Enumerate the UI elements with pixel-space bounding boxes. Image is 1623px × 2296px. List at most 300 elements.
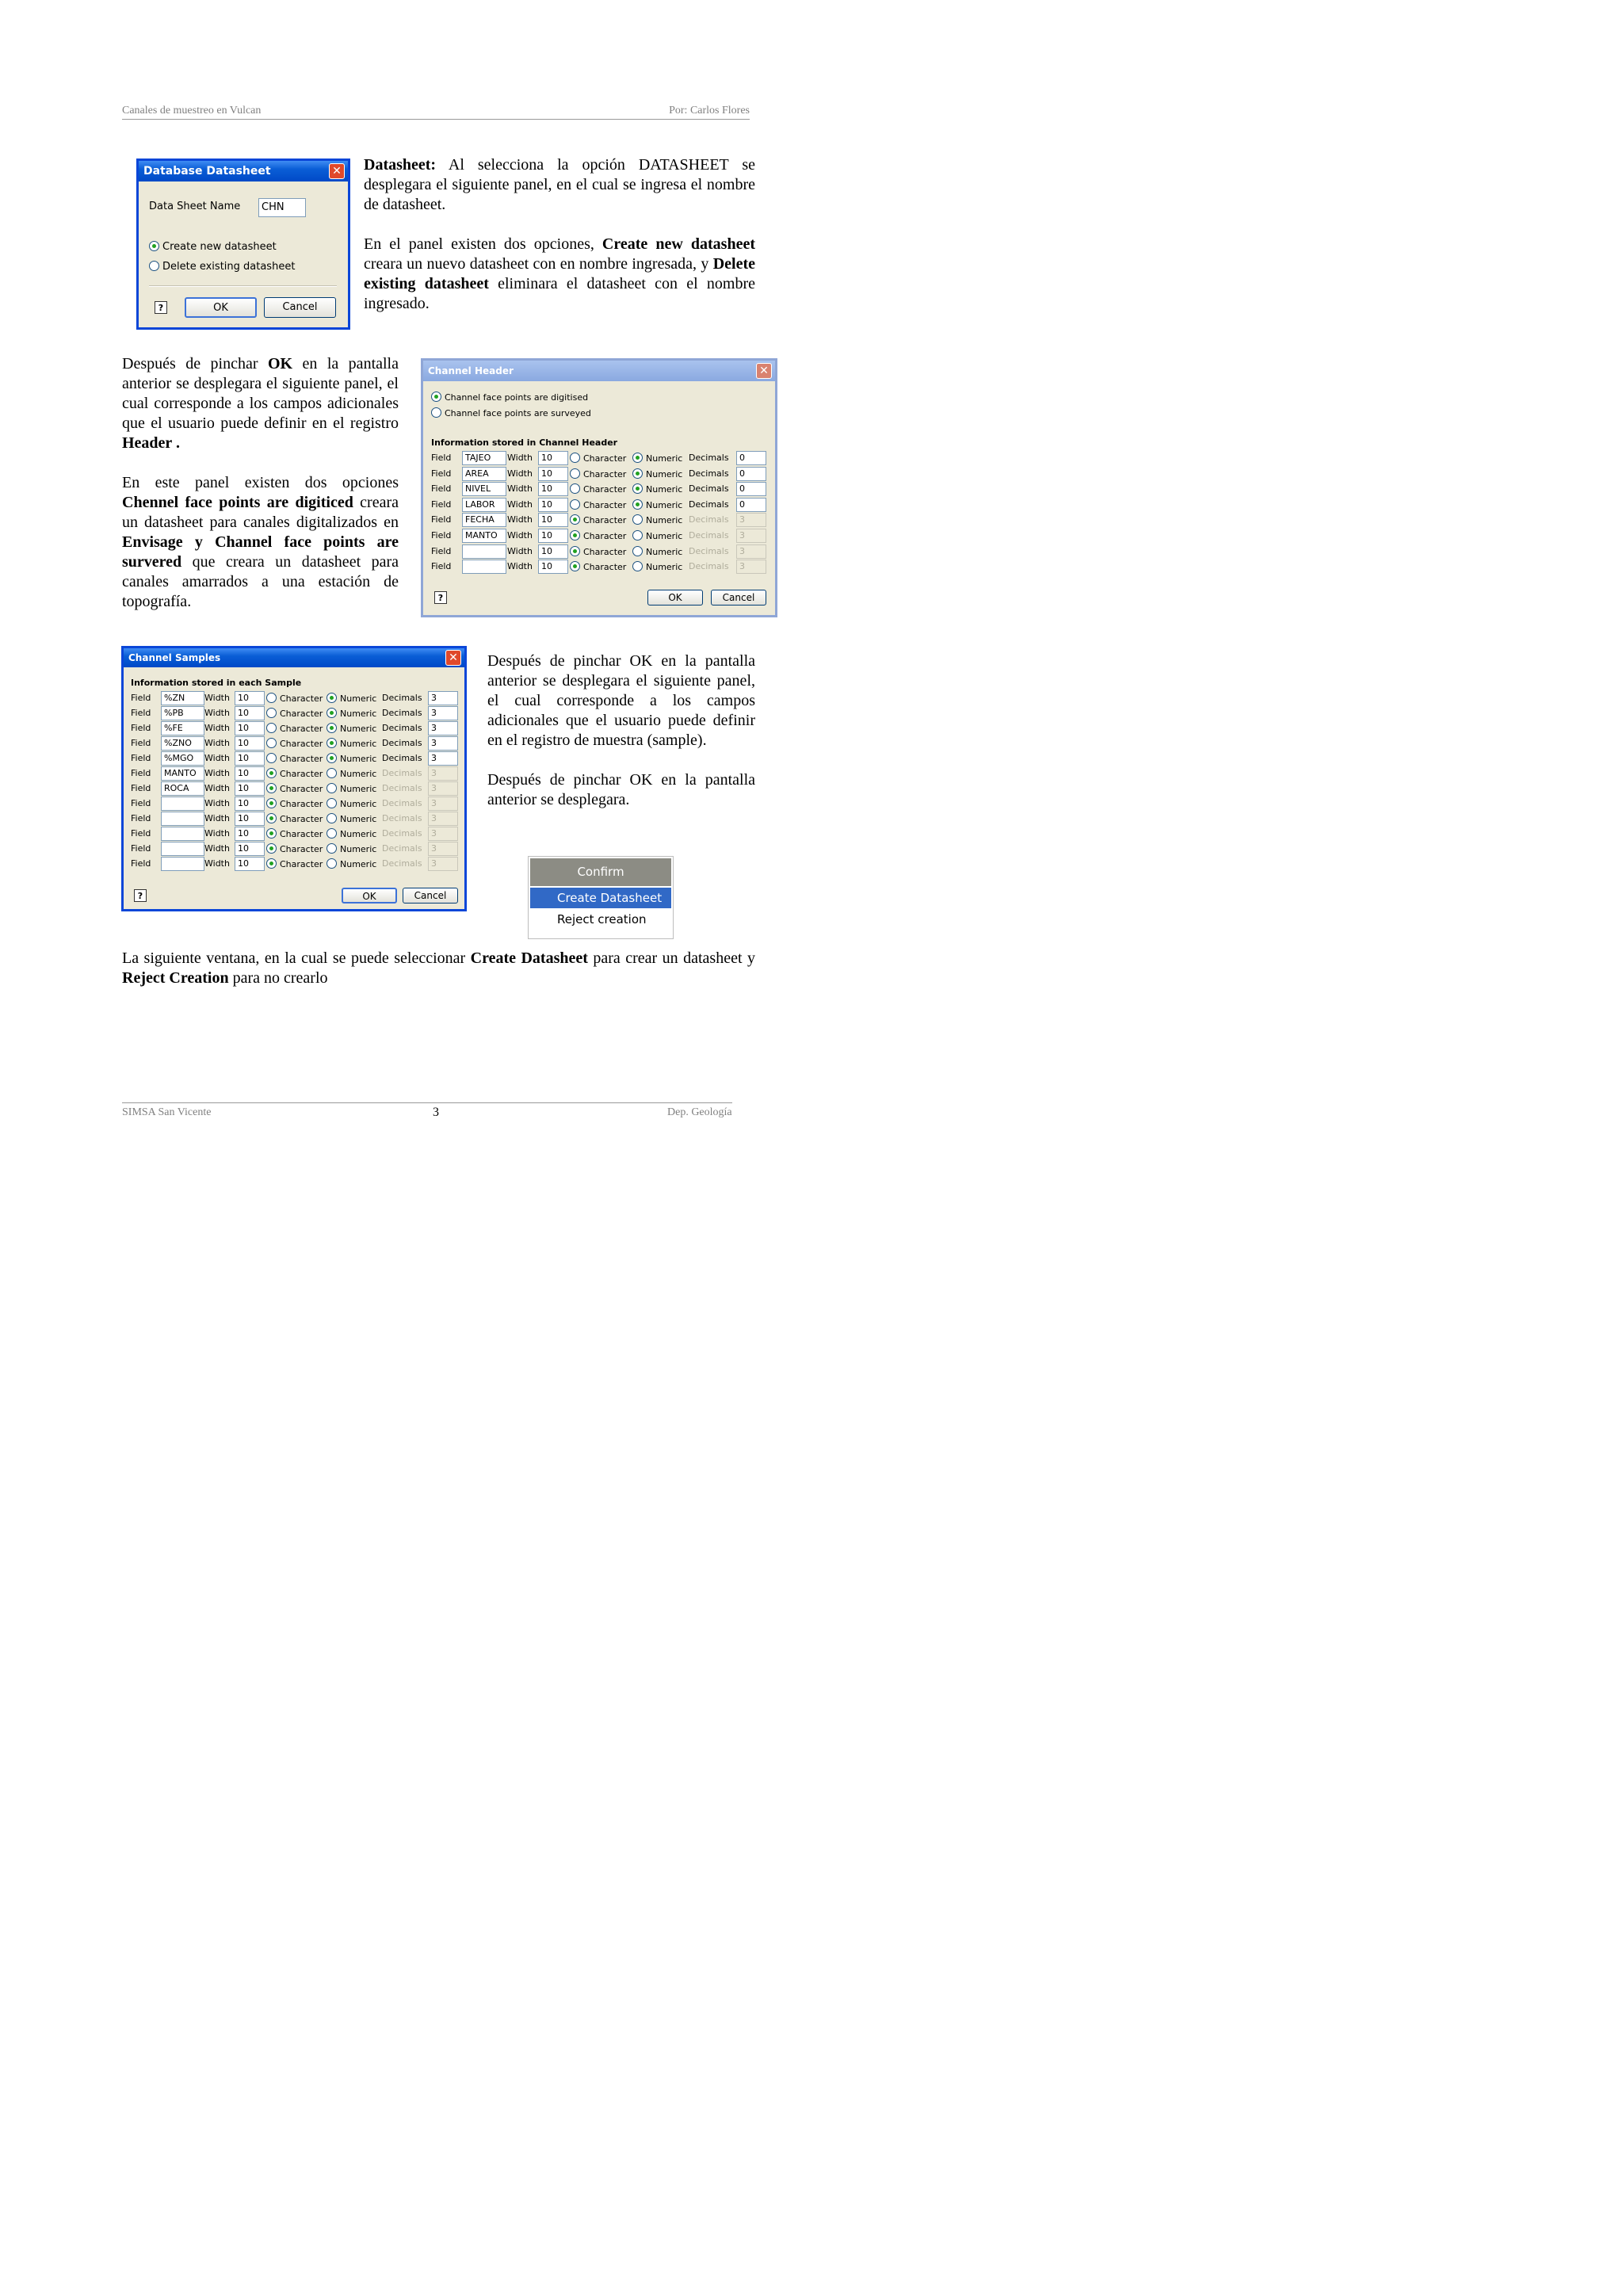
footer-department: Dep. Geología	[667, 1106, 732, 1118]
character-radio[interactable]	[266, 813, 323, 824]
numeric-radio[interactable]	[327, 828, 376, 839]
character-label: Character	[280, 709, 323, 719]
field-name-input[interactable]	[161, 812, 204, 826]
field-width-input[interactable]: 10	[235, 721, 265, 735]
character-radio[interactable]	[570, 546, 626, 557]
create-new-label: Create new datasheet	[162, 241, 277, 253]
field-name-input[interactable]: AREA	[462, 467, 506, 481]
text-span: eliminara el datasheet con el nombre ingresado.	[364, 275, 755, 312]
field-width-input[interactable]: 10	[235, 812, 265, 826]
numeric-radio[interactable]	[327, 783, 376, 794]
field-label: Field	[431, 483, 452, 495]
cancel-button[interactable]: Cancel	[403, 888, 458, 904]
numeric-radio[interactable]	[327, 768, 376, 779]
character-radio[interactable]	[570, 514, 626, 525]
ok-button[interactable]: OK	[185, 297, 257, 318]
field-name-input[interactable]: MANTO	[161, 766, 204, 781]
radio-empty-icon	[327, 813, 337, 823]
radio-empty-icon	[632, 561, 643, 571]
header-author: Por: Carlos Flores	[669, 105, 750, 117]
numeric-label: Numeric	[340, 693, 377, 704]
cancel-button[interactable]: Cancel	[711, 590, 766, 606]
radio-empty-icon	[327, 768, 337, 778]
close-icon[interactable]: ✕	[445, 650, 461, 666]
field-name-input[interactable]: TAJEO	[462, 451, 506, 465]
decimals-label: Decimals	[689, 530, 729, 541]
character-radio[interactable]	[570, 483, 626, 495]
help-icon[interactable]: ?	[434, 591, 447, 604]
character-radio[interactable]	[266, 768, 323, 779]
confirm-menu	[528, 856, 674, 939]
decimals-label: Decimals	[382, 753, 422, 763]
cancel-button[interactable]: Cancel	[264, 297, 336, 318]
field-label: Field	[131, 828, 151, 839]
decimals-input[interactable]: 3	[428, 812, 458, 826]
decimals-input[interactable]: 3	[428, 706, 458, 720]
text-bold: Create new datasheet	[601, 235, 755, 253]
radio-selected-icon	[632, 453, 643, 463]
radio-selected-icon	[327, 738, 337, 748]
text-span: que creara un datasheet para canales amarrados a una estación de topografía.	[122, 553, 399, 610]
radio-selected-icon	[149, 241, 159, 251]
width-label: Width	[204, 768, 230, 778]
field-label: Field	[431, 453, 452, 463]
decimals-input[interactable]: 3	[736, 544, 766, 559]
numeric-radio[interactable]	[327, 738, 376, 749]
decimals-label: Decimals	[382, 768, 422, 778]
radio-empty-icon	[632, 514, 643, 525]
numeric-label: Numeric	[646, 453, 683, 464]
numeric-label: Numeric	[340, 844, 377, 854]
datasheet-name-input[interactable]: CHN	[258, 198, 306, 217]
text-bold: Reject Creation	[122, 969, 229, 987]
field-label: Field	[131, 738, 151, 748]
field-label: Field	[431, 545, 452, 556]
numeric-label: Numeric	[340, 859, 377, 869]
field-width-input[interactable]: 10	[538, 560, 568, 574]
character-label: Character	[583, 484, 627, 495]
character-label: Character	[280, 693, 323, 704]
character-label: Character	[280, 769, 323, 779]
character-label: Character	[280, 754, 323, 764]
field-width-input[interactable]: 10	[538, 529, 568, 543]
character-label: Character	[583, 562, 627, 573]
help-icon[interactable]: ?	[155, 301, 167, 314]
field-width-input[interactable]: 10	[538, 451, 568, 465]
decimals-label: Decimals	[382, 858, 422, 869]
decimals-input[interactable]: 0	[736, 498, 766, 512]
field-label: Field	[131, 693, 151, 703]
decimals-label: Decimals	[382, 723, 422, 733]
field-width-input[interactable]: 10	[235, 781, 265, 796]
width-label: Width	[507, 530, 533, 541]
numeric-label: Numeric	[340, 814, 377, 824]
decimals-label: Decimals	[689, 483, 729, 495]
text-bold: Create Datasheet	[470, 949, 588, 967]
radio-selected-icon	[266, 813, 277, 823]
field-width-input[interactable]: 10	[235, 827, 265, 841]
text-span: En este panel existen dos opciones	[122, 474, 399, 491]
width-label: Width	[507, 561, 533, 572]
field-label: Field	[431, 499, 452, 510]
numeric-radio[interactable]	[632, 499, 682, 510]
radio-empty-icon	[570, 468, 580, 479]
character-radio[interactable]	[570, 468, 626, 479]
field-width-input[interactable]: 10	[538, 513, 568, 527]
numeric-radio[interactable]	[632, 514, 682, 525]
numeric-label: Numeric	[646, 499, 683, 510]
radio-empty-icon	[327, 828, 337, 839]
samples-description	[487, 651, 755, 830]
decimals-label: Decimals	[689, 468, 729, 479]
decimals-label: Decimals	[689, 453, 729, 463]
decimals-label: Decimals	[382, 813, 422, 823]
character-radio[interactable]	[266, 738, 323, 749]
radio-empty-icon	[327, 858, 337, 869]
numeric-label: Numeric	[340, 709, 377, 719]
field-label: Field	[131, 768, 151, 778]
dialog-title-bar	[139, 161, 348, 181]
text-bold: OK	[267, 355, 293, 372]
character-radio[interactable]	[266, 783, 323, 794]
radio-selected-icon	[266, 858, 277, 869]
character-label: Character	[583, 531, 627, 541]
radio-selected-icon	[570, 530, 580, 541]
width-label: Width	[507, 545, 533, 556]
surveyed-label: Channel face points are surveyed	[445, 408, 591, 418]
decimals-input[interactable]: 3	[428, 736, 458, 751]
field-label: Field	[131, 843, 151, 854]
width-label: Width	[204, 708, 230, 718]
numeric-radio[interactable]	[327, 798, 376, 809]
character-label: Character	[583, 468, 627, 479]
decimals-input[interactable]: 0	[736, 467, 766, 481]
decimals-input[interactable]: 3	[428, 842, 458, 856]
reject-creation-menu-item[interactable]: Reject creation	[557, 912, 647, 926]
character-label: Character	[280, 739, 323, 749]
field-width-input[interactable]: 10	[235, 706, 265, 720]
field-name-input[interactable]	[462, 560, 506, 574]
field-name-input[interactable]: FECHA	[462, 513, 506, 527]
numeric-label: Numeric	[340, 739, 377, 749]
decimals-input[interactable]: 3	[736, 560, 766, 574]
field-label: Field	[131, 858, 151, 869]
field-name-input[interactable]	[161, 827, 204, 841]
character-radio[interactable]	[570, 561, 626, 572]
numeric-label: Numeric	[340, 784, 377, 794]
radio-empty-icon	[266, 753, 277, 763]
dialog-title: Database Datasheet	[143, 165, 271, 178]
character-label: Character	[583, 499, 627, 510]
field-name-input[interactable]: %PB	[161, 706, 204, 720]
width-label: Width	[204, 798, 230, 808]
separator	[149, 285, 337, 287]
page-number: 3	[433, 1106, 439, 1119]
field-name-input[interactable]: %ZN	[161, 691, 204, 705]
character-label: Character	[280, 814, 323, 824]
radio-selected-icon	[266, 843, 277, 854]
decimals-input[interactable]: 3	[428, 721, 458, 735]
field-name-input[interactable]	[161, 857, 204, 871]
numeric-radio[interactable]	[327, 723, 376, 734]
text-bold: Chennel face points are digiticed	[122, 494, 353, 511]
text-span: La siguiente ventana, en la cual se puede seleccionar	[122, 949, 471, 967]
width-label: Width	[204, 813, 230, 823]
numeric-radio[interactable]	[632, 483, 682, 495]
numeric-label: Numeric	[340, 829, 377, 839]
numeric-label: Numeric	[646, 515, 683, 526]
database-datasheet-dialog	[136, 159, 350, 330]
field-name-input[interactable]	[161, 842, 204, 856]
radio-empty-icon	[149, 261, 159, 271]
radio-selected-icon	[570, 546, 580, 556]
confirm-description	[122, 949, 755, 1008]
numeric-radio[interactable]	[327, 813, 376, 824]
character-label: Character	[583, 515, 627, 526]
width-label: Width	[507, 499, 533, 510]
character-radio[interactable]	[266, 693, 323, 704]
numeric-radio[interactable]	[632, 453, 682, 464]
numeric-radio[interactable]	[632, 468, 682, 479]
decimals-label: Decimals	[382, 708, 422, 718]
decimals-input[interactable]: 3	[428, 857, 458, 871]
help-icon[interactable]: ?	[134, 889, 147, 902]
create-new-datasheet-radio[interactable]	[149, 241, 277, 253]
close-icon[interactable]: ✕	[756, 363, 772, 379]
decimals-input[interactable]: 0	[736, 451, 766, 465]
field-name-input[interactable]	[462, 544, 506, 559]
channel-header-dialog	[421, 358, 777, 617]
surveyed-radio[interactable]	[431, 407, 591, 418]
width-label: Width	[507, 514, 533, 525]
decimals-label: Decimals	[689, 499, 729, 510]
field-label: Field	[431, 514, 452, 525]
numeric-label: Numeric	[646, 562, 683, 573]
header-description	[122, 354, 399, 632]
text-span: creara un datasheet para canales digitalizados en	[122, 494, 399, 531]
numeric-label: Numeric	[646, 546, 683, 557]
field-name-input[interactable]: NIVEL	[462, 482, 506, 496]
character-label: Character	[280, 724, 323, 734]
field-name-input[interactable]: MANTO	[462, 529, 506, 543]
radio-selected-icon	[570, 514, 580, 525]
samples-paragraph: Después de pinchar OK en la pantalla anterior se desplegara el siguiente panel, el cual corresponde a los campos adicionales que el usuario puede definir en el registro de muestra (sample).	[487, 652, 755, 749]
numeric-radio[interactable]	[327, 753, 376, 764]
field-width-input[interactable]: 10	[538, 544, 568, 559]
character-label: Character	[583, 453, 627, 464]
character-label: Character	[280, 844, 323, 854]
footer-rule	[122, 1102, 732, 1103]
field-label: Field	[131, 813, 151, 823]
radio-empty-icon	[570, 483, 580, 494]
numeric-label: Numeric	[646, 531, 683, 541]
character-radio[interactable]	[266, 798, 323, 809]
decimals-input[interactable]: 3	[428, 766, 458, 781]
datasheet-description	[364, 155, 755, 334]
numeric-radio[interactable]	[632, 546, 682, 557]
character-radio[interactable]	[570, 530, 626, 541]
character-radio[interactable]	[266, 828, 323, 839]
decimals-input[interactable]: 3	[428, 827, 458, 841]
numeric-label: Numeric	[340, 724, 377, 734]
character-radio[interactable]	[570, 499, 626, 510]
field-label: Field	[131, 723, 151, 733]
digitised-radio[interactable]	[431, 392, 588, 403]
confirm-title: Confirm	[530, 858, 671, 886]
decimals-input[interactable]: 3	[428, 781, 458, 796]
numeric-label: Numeric	[646, 468, 683, 479]
dialog-title-bar	[124, 648, 464, 667]
numeric-radio[interactable]	[632, 530, 682, 541]
decimals-label: Decimals	[689, 561, 729, 572]
dialog-title: Channel Header	[428, 365, 514, 376]
character-radio[interactable]	[266, 753, 323, 764]
numeric-radio[interactable]	[632, 561, 682, 572]
character-radio[interactable]	[266, 708, 323, 719]
decimals-label: Decimals	[689, 545, 729, 556]
radio-selected-icon	[431, 392, 441, 402]
decimals-label: Decimals	[382, 828, 422, 839]
field-width-input[interactable]: 10	[235, 736, 265, 751]
width-label: Width	[507, 453, 533, 463]
delete-existing-datasheet-radio[interactable]	[149, 261, 295, 273]
text-span: creara un nuevo datasheet con en nombre ingresada, y	[364, 255, 713, 273]
numeric-radio[interactable]	[327, 843, 376, 854]
width-label: Width	[204, 858, 230, 869]
section-title: Information stored in each Sample	[131, 678, 302, 688]
radio-selected-icon	[570, 561, 580, 571]
header-title: Canales de muestreo en Vulcan	[122, 105, 262, 117]
radio-empty-icon	[266, 708, 277, 718]
decimals-input[interactable]: 0	[736, 482, 766, 496]
field-label: Field	[431, 468, 452, 479]
radio-selected-icon	[632, 499, 643, 510]
field-width-input[interactable]: 10	[538, 482, 568, 496]
numeric-radio[interactable]	[327, 858, 376, 869]
width-label: Width	[507, 468, 533, 479]
field-label: Field	[131, 798, 151, 808]
field-width-input[interactable]: 10	[538, 467, 568, 481]
delete-existing-label: Delete existing datasheet	[162, 261, 296, 273]
field-name-input[interactable]	[161, 797, 204, 811]
text-span: para crear un datasheet y	[587, 949, 755, 967]
numeric-radio[interactable]	[327, 693, 376, 704]
decimals-input[interactable]: 3	[736, 529, 766, 543]
channel-samples-dialog	[121, 646, 467, 911]
text-span: en la pantalla anterior se desplegara el siguiente panel, el cual corresponde a los campos adicionales que el usuario puede definir en el registro	[122, 355, 399, 432]
character-radio[interactable]	[570, 453, 626, 464]
page-header	[122, 105, 750, 120]
field-name-input[interactable]: %MGO	[161, 751, 204, 766]
datasheet-heading: Datasheet:	[364, 156, 437, 174]
confirm-paragraph: Después de pinchar OK en la pantalla anterior se desplegara.	[487, 771, 755, 808]
text-bold: Envisage y Channel face points are survered	[122, 533, 399, 571]
radio-selected-icon	[327, 693, 337, 703]
decimals-label: Decimals	[382, 798, 422, 808]
decimals-input[interactable]: 3	[428, 691, 458, 705]
field-label: Field	[431, 530, 452, 541]
datasheet-intro: Al selecciona la opción DATASHEET se desplegara el siguiente panel, en el cual se ingresa el nombre de datasheet.	[364, 156, 755, 213]
radio-selected-icon	[266, 828, 277, 839]
radio-selected-icon	[266, 768, 277, 778]
numeric-label: Numeric	[340, 799, 377, 809]
character-label: Character	[280, 829, 323, 839]
field-label: Field	[431, 561, 452, 572]
radio-empty-icon	[570, 499, 580, 510]
radio-selected-icon	[632, 468, 643, 479]
field-label: Field	[131, 708, 151, 718]
numeric-radio[interactable]	[327, 708, 376, 719]
field-width-input[interactable]: 10	[235, 766, 265, 781]
character-label: Character	[280, 784, 323, 794]
field-width-input[interactable]: 10	[235, 857, 265, 871]
field-label: Field	[131, 783, 151, 793]
radio-selected-icon	[632, 483, 643, 494]
radio-empty-icon	[327, 798, 337, 808]
field-width-input[interactable]: 10	[235, 842, 265, 856]
decimals-label: Decimals	[382, 693, 422, 703]
radio-empty-icon	[266, 723, 277, 733]
field-name-input[interactable]: ROCA	[161, 781, 204, 796]
character-label: Character	[280, 799, 323, 809]
field-width-input[interactable]: 10	[235, 751, 265, 766]
field-name-input[interactable]: LABOR	[462, 498, 506, 512]
field-label: Field	[131, 753, 151, 763]
decimals-input[interactable]: 3	[428, 751, 458, 766]
width-label: Width	[204, 738, 230, 748]
decimals-label: Decimals	[382, 738, 422, 748]
width-label: Width	[204, 843, 230, 854]
ok-button[interactable]: OK	[647, 590, 703, 606]
text-span: para no crearlo	[228, 969, 328, 987]
field-name-input[interactable]: %FE	[161, 721, 204, 735]
dialog-title-bar	[423, 361, 775, 381]
radio-empty-icon	[570, 453, 580, 463]
text-span: En el panel existen dos opciones,	[364, 235, 602, 253]
character-radio[interactable]	[266, 843, 323, 854]
width-label: Width	[507, 483, 533, 495]
decimals-input[interactable]: 3	[428, 797, 458, 811]
close-icon[interactable]: ✕	[329, 163, 345, 179]
character-radio[interactable]	[266, 723, 323, 734]
character-label: Character	[280, 859, 323, 869]
datasheet-name-label: Data Sheet Name	[149, 201, 241, 212]
radio-empty-icon	[327, 783, 337, 793]
ok-button[interactable]: OK	[342, 888, 397, 904]
radio-empty-icon	[327, 843, 337, 854]
section-title: Information stored in Channel Header	[431, 437, 618, 448]
create-datasheet-menu-item[interactable]: Create Datasheet	[530, 888, 671, 908]
radio-selected-icon	[327, 753, 337, 763]
decimals-input[interactable]: 3	[736, 513, 766, 527]
field-name-input[interactable]: %ZNO	[161, 736, 204, 751]
text-bold: Delete existing datasheet	[364, 255, 755, 292]
field-width-input[interactable]: 10	[538, 498, 568, 512]
character-radio[interactable]	[266, 858, 323, 869]
radio-empty-icon	[632, 546, 643, 556]
field-width-input[interactable]: 10	[235, 797, 265, 811]
dialog-title: Channel Samples	[128, 652, 221, 663]
character-label: Character	[583, 546, 627, 557]
decimals-label: Decimals	[382, 783, 422, 793]
radio-empty-icon	[266, 693, 277, 703]
digitised-label: Channel face points are digitised	[445, 392, 589, 403]
radio-empty-icon	[266, 738, 277, 748]
width-label: Width	[204, 828, 230, 839]
field-width-input[interactable]: 10	[235, 691, 265, 705]
radio-empty-icon	[632, 530, 643, 541]
text-span: Después de pinchar	[122, 355, 268, 372]
